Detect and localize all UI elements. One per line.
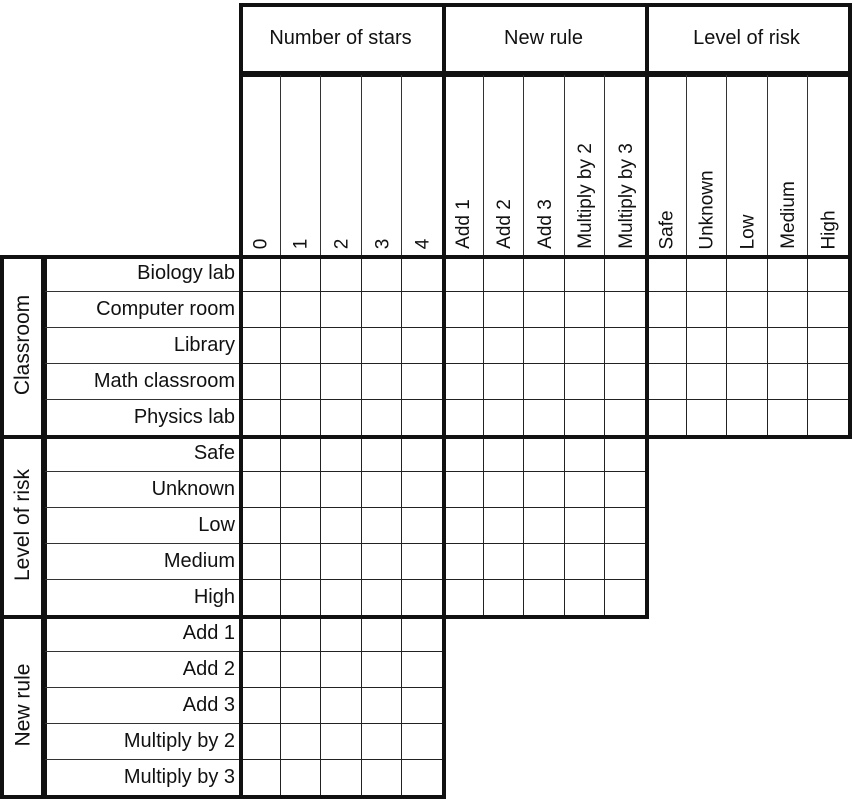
grid-cell[interactable] — [523, 507, 565, 544]
grid-cell[interactable] — [604, 435, 646, 472]
column-label-text: Safe — [656, 209, 678, 250]
grid-cell[interactable] — [280, 327, 322, 364]
column-label — [361, 75, 402, 255]
grid-cell[interactable] — [239, 255, 281, 292]
column-group-title: Level of risk — [693, 26, 800, 49]
grid-cell[interactable] — [280, 543, 322, 580]
grid-cell[interactable] — [645, 255, 687, 292]
grid-cell[interactable] — [564, 255, 606, 292]
row-label: Multiply by 3 — [123, 765, 235, 788]
grid-cell[interactable] — [361, 723, 403, 760]
grid-cell[interactable] — [401, 543, 443, 580]
grid-cell[interactable] — [320, 471, 362, 508]
column-label — [442, 75, 483, 255]
grid-cell[interactable] — [523, 579, 565, 616]
grid-cell[interactable] — [401, 759, 443, 796]
grid-cell[interactable] — [361, 615, 403, 652]
grid-cell[interactable] — [239, 543, 281, 580]
grid-cell[interactable] — [361, 579, 403, 616]
grid-cell[interactable] — [320, 651, 362, 688]
column-label-text: 0 — [250, 238, 272, 249]
grid-cell[interactable] — [483, 399, 525, 436]
grid-cell[interactable] — [807, 399, 849, 436]
row-label: Unknown — [151, 477, 235, 500]
row-label: Math classroom — [93, 369, 235, 392]
grid-cell[interactable] — [564, 471, 606, 508]
grid-cell[interactable] — [239, 759, 281, 796]
grid-cell[interactable] — [280, 759, 322, 796]
row-label: Add 1 — [182, 621, 235, 644]
grid-cell[interactable] — [726, 399, 768, 436]
grid-cell[interactable] — [280, 255, 322, 292]
row-group-title-text: Level of risk — [11, 468, 35, 582]
grid-cell[interactable] — [320, 291, 362, 328]
column-label — [686, 75, 727, 255]
grid-cell[interactable] — [320, 327, 362, 364]
grid-cell[interactable] — [442, 471, 484, 508]
grid-cell[interactable] — [523, 543, 565, 580]
grid-cell[interactable] — [280, 363, 322, 400]
row-group-title-text: Classroom — [11, 294, 35, 396]
grid-cell[interactable] — [239, 327, 281, 364]
row-label: Add 2 — [182, 657, 235, 680]
grid-cell[interactable] — [442, 291, 484, 328]
row-label: Low — [198, 513, 235, 536]
column-label-text: High — [818, 209, 840, 250]
grid-cell[interactable] — [320, 579, 362, 616]
grid-cell[interactable] — [523, 435, 565, 472]
grid-cell[interactable] — [361, 399, 403, 436]
grid-cell[interactable] — [320, 615, 362, 652]
row-label: Safe — [193, 441, 235, 464]
grid-cell[interactable] — [726, 363, 768, 400]
grid-cell[interactable] — [320, 435, 362, 472]
grid-cell[interactable] — [280, 723, 322, 760]
grid-cell[interactable] — [604, 327, 646, 364]
grid-cell[interactable] — [280, 399, 322, 436]
grid-cell[interactable] — [361, 435, 403, 472]
grid-cell[interactable] — [401, 399, 443, 436]
row-label: Biology lab — [137, 261, 235, 284]
row-label: Library — [173, 333, 235, 356]
grid-cell[interactable] — [483, 363, 525, 400]
grid-cell[interactable] — [807, 255, 849, 292]
column-label — [280, 75, 321, 255]
grid-cell[interactable] — [726, 291, 768, 328]
grid-cell[interactable] — [239, 687, 281, 724]
grid-cell[interactable] — [239, 399, 281, 436]
grid-cell[interactable] — [686, 399, 728, 436]
column-label-text: 1 — [290, 238, 312, 249]
grid-cell[interactable] — [361, 651, 403, 688]
grid-cell[interactable] — [767, 399, 809, 436]
grid-cell[interactable] — [645, 399, 687, 436]
grid-cell[interactable] — [564, 327, 606, 364]
grid-cell[interactable] — [564, 399, 606, 436]
grid-cell[interactable] — [320, 543, 362, 580]
grid-cell[interactable] — [361, 759, 403, 796]
grid-cell[interactable] — [604, 579, 646, 616]
grid-cell[interactable] — [280, 615, 322, 652]
grid-cell[interactable] — [483, 327, 525, 364]
column-label-text: Add 3 — [534, 199, 556, 249]
grid-cell[interactable] — [564, 363, 606, 400]
grid-cell[interactable] — [401, 579, 443, 616]
grid-cell[interactable] — [604, 363, 646, 400]
grid-cell[interactable] — [361, 507, 403, 544]
column-label — [239, 75, 280, 255]
grid-cell[interactable] — [239, 435, 281, 472]
row-label: Multiply by 2 — [123, 729, 235, 752]
grid-cell[interactable] — [483, 471, 525, 508]
grid-cell[interactable] — [523, 471, 565, 508]
grid-cell[interactable] — [604, 399, 646, 436]
row-group-title — [2, 435, 45, 615]
grid-cell[interactable] — [401, 471, 443, 508]
grid-cell[interactable] — [442, 579, 484, 616]
grid-cell[interactable] — [523, 327, 565, 364]
grid-cell[interactable] — [320, 507, 362, 544]
grid-cell[interactable] — [604, 471, 646, 508]
column-label-text: Multiply by 3 — [615, 143, 637, 249]
column-label — [604, 75, 645, 255]
grid-cell[interactable] — [401, 615, 443, 652]
grid-cell[interactable] — [523, 399, 565, 436]
grid-cell[interactable] — [564, 435, 606, 472]
column-label-text: 2 — [331, 238, 353, 249]
column-label — [523, 75, 564, 255]
column-group-title: New rule — [504, 26, 583, 49]
row-group-title — [2, 255, 45, 435]
grid-cell[interactable] — [564, 291, 606, 328]
grid-cell[interactable] — [320, 363, 362, 400]
grid-cell[interactable] — [320, 399, 362, 436]
grid-cell[interactable] — [442, 255, 484, 292]
grid-cell[interactable] — [645, 291, 687, 328]
grid-cell[interactable] — [726, 255, 768, 292]
column-label-text: 4 — [412, 238, 434, 249]
grid-cell[interactable] — [442, 363, 484, 400]
row-group-title-text: New rule — [11, 663, 35, 747]
grid-cell[interactable] — [483, 291, 525, 328]
grid-cell[interactable] — [807, 327, 849, 364]
column-label — [726, 75, 767, 255]
grid-cell[interactable] — [239, 615, 281, 652]
grid-cell[interactable] — [483, 579, 525, 616]
grid-cell[interactable] — [807, 291, 849, 328]
grid-cell[interactable] — [767, 327, 809, 364]
grid-cell[interactable] — [401, 255, 443, 292]
column-label — [645, 75, 686, 255]
grid-cell[interactable] — [645, 363, 687, 400]
grid-cell[interactable] — [686, 363, 728, 400]
grid-cell[interactable] — [483, 435, 525, 472]
grid-cell[interactable] — [686, 255, 728, 292]
grid-cell[interactable] — [401, 291, 443, 328]
grid-cell[interactable] — [604, 291, 646, 328]
column-group-title: Number of stars — [269, 26, 412, 49]
grid-cell[interactable] — [239, 651, 281, 688]
grid-cell[interactable] — [280, 687, 322, 724]
grid-cell[interactable] — [361, 543, 403, 580]
grid-cell[interactable] — [523, 291, 565, 328]
grid-cell[interactable] — [401, 651, 443, 688]
row-label: Physics lab — [133, 405, 235, 428]
grid-cell[interactable] — [239, 507, 281, 544]
row-label: Medium — [163, 549, 235, 572]
grid-cell[interactable] — [523, 363, 565, 400]
grid-cell[interactable] — [401, 507, 443, 544]
grid-cell[interactable] — [442, 435, 484, 472]
grid-cell[interactable] — [442, 543, 484, 580]
grid-cell[interactable] — [361, 471, 403, 508]
row-label: High — [193, 585, 235, 608]
grid-cell[interactable] — [361, 687, 403, 724]
column-label-text: 3 — [371, 238, 393, 249]
grid-cell[interactable] — [442, 507, 484, 544]
grid-cell[interactable] — [564, 507, 606, 544]
column-label-text: Multiply by 2 — [574, 143, 596, 249]
row-group-title — [2, 615, 45, 795]
row-label: Add 3 — [182, 693, 235, 716]
grid-cell[interactable] — [726, 327, 768, 364]
grid-cell[interactable] — [320, 255, 362, 292]
grid-cell[interactable] — [523, 255, 565, 292]
grid-cell[interactable] — [604, 507, 646, 544]
grid-cell[interactable] — [483, 543, 525, 580]
grid-cell[interactable] — [280, 651, 322, 688]
grid-cell[interactable] — [604, 255, 646, 292]
grid-cell[interactable] — [239, 723, 281, 760]
grid-cell[interactable] — [767, 363, 809, 400]
column-label — [320, 75, 361, 255]
grid-cell[interactable] — [442, 399, 484, 436]
grid-cell[interactable] — [564, 543, 606, 580]
grid-cell[interactable] — [604, 543, 646, 580]
grid-cell[interactable] — [280, 435, 322, 472]
grid-cell[interactable] — [280, 507, 322, 544]
grid-cell[interactable] — [280, 579, 322, 616]
column-label — [564, 75, 605, 255]
grid-cell[interactable] — [645, 327, 687, 364]
column-label-text: Add 2 — [493, 199, 515, 249]
grid-cell[interactable] — [483, 255, 525, 292]
grid-cell[interactable] — [401, 327, 443, 364]
column-label — [807, 75, 848, 255]
grid-cell[interactable] — [239, 363, 281, 400]
column-label-text: Add 1 — [453, 199, 475, 249]
row-label: Computer room — [96, 297, 235, 320]
grid-cell[interactable] — [280, 291, 322, 328]
grid-cell[interactable] — [483, 507, 525, 544]
grid-cell[interactable] — [401, 723, 443, 760]
grid-cell[interactable] — [767, 291, 809, 328]
column-label — [401, 75, 442, 255]
grid-cell[interactable] — [401, 363, 443, 400]
grid-cell[interactable] — [401, 435, 443, 472]
grid-cell[interactable] — [686, 291, 728, 328]
column-label-text: Medium — [777, 181, 799, 249]
grid-cell[interactable] — [320, 723, 362, 760]
grid-cell[interactable] — [320, 687, 362, 724]
grid-cell[interactable] — [361, 255, 403, 292]
grid-cell[interactable] — [361, 291, 403, 328]
grid-cell[interactable] — [401, 687, 443, 724]
grid-cell[interactable] — [320, 759, 362, 796]
grid-cell[interactable] — [239, 579, 281, 616]
grid-cell[interactable] — [239, 291, 281, 328]
grid-cell[interactable] — [361, 327, 403, 364]
grid-cell[interactable] — [564, 579, 606, 616]
column-label-text: Unknown — [697, 169, 719, 250]
column-label — [767, 75, 808, 255]
grid-cell[interactable] — [280, 471, 322, 508]
grid-cell[interactable] — [361, 363, 403, 400]
grid-cell[interactable] — [686, 327, 728, 364]
grid-cell[interactable] — [767, 255, 809, 292]
grid-cell[interactable] — [239, 471, 281, 508]
grid-cell[interactable] — [442, 327, 484, 364]
grid-cell[interactable] — [807, 363, 849, 400]
column-label — [483, 75, 524, 255]
column-label-text: Low — [737, 214, 759, 249]
